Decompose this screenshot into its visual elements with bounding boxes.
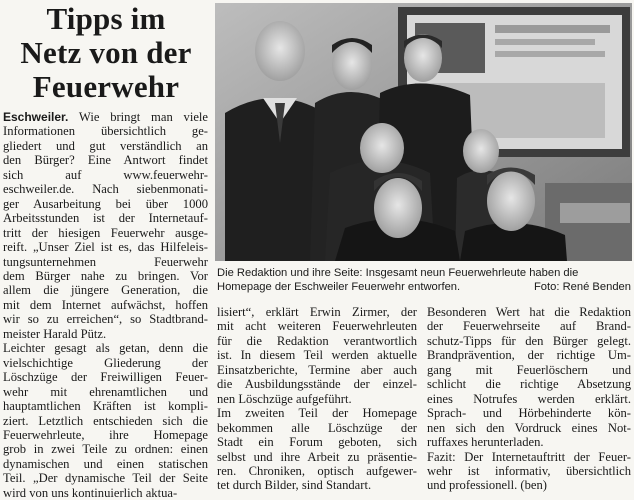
text-line: die Ausbildungsstände der einzel- (217, 377, 417, 392)
text-line: grob in zwei Teile zu ordnen: einen (3, 442, 208, 457)
text-line: Feuerwehrleute, ihre Homepage (3, 427, 208, 442)
text-line: allem die jüngere Generation, die (3, 283, 208, 298)
text-line: lisiert“, erklärt Erwin Zirmer, der (217, 305, 417, 319)
text-line: schlicht die richtige Absetzung (427, 377, 631, 392)
text-line: für die Redaktion verantwortlich (217, 333, 417, 348)
text-line: wehr ist informativ, übersichtlich (427, 463, 631, 478)
text-line: den Bürger? Eine Antwort findet (3, 153, 208, 168)
text-line: gang mit Feuerlöschern und (427, 362, 631, 377)
article-column-2 (217, 305, 417, 493)
headline-line-3: Feuerwehr (32, 69, 180, 104)
text-line: vielschichtige Gliederung der (3, 355, 208, 370)
text-line: wird von uns kontinuierlich aktua- (3, 485, 178, 500)
article-column-1 (3, 110, 208, 500)
text-line-rest: Wie bringt man viele (68, 110, 208, 124)
text-line: Löschzüge der Freiwilligen Feuer- (3, 370, 208, 385)
photo-caption (217, 266, 631, 294)
text-line: ren. Chroniken, optisch aufgewer- (217, 463, 417, 478)
text-line: Stadt ein Forum geboten, sich (217, 435, 417, 450)
text-line: mit dem Internet aufwächst, hoffen (3, 297, 208, 312)
text-line: ruffaxes herunterladen. (427, 435, 544, 450)
text-line: sich auf www.feuerwehr- (3, 167, 208, 182)
text-line: wir so zu erreichen“, so Stadtbrand- (3, 312, 208, 327)
text-line: Sprach- und Hörbehinderte kön- (427, 406, 631, 421)
group-photo (215, 3, 632, 261)
text-line: Fazit: Der Internetauftritt der Feuer- (427, 449, 631, 464)
text-line: Besonderen Wert hat die Redaktion (427, 305, 631, 319)
text-line: hauptamtlichen Kräften ist kompli- (3, 399, 208, 414)
text-line: meister Harald Pütz. (3, 326, 107, 341)
text-line: Arbeitsstunden ist der Internetauf- (3, 211, 208, 226)
text-line: ist. In diesem Teil werden aktuelle (217, 348, 417, 363)
text-line: ger Ausarbeitung bei über 1000 (3, 196, 208, 211)
text-line: dynamischen und einen statischen (3, 456, 208, 471)
text-line: nen sich den Vordruck eines Not- (427, 420, 631, 435)
text-line: tungsunternehmen Feuerwehr (3, 254, 208, 269)
text-line: Einsatzberichte, Termine aber auch (217, 362, 417, 377)
text-line: reift. „Unser Ziel ist es, das Hilfeleis- (3, 240, 208, 255)
headline-line-2: Netz von der (20, 35, 192, 70)
text-line: eschweiler.de. Nach siebenmonati- (3, 182, 208, 197)
text-line: Teil. „Der dynamische Teil der Seite (3, 471, 208, 486)
text-line: Brandprävention, der richtige Um- (427, 348, 631, 363)
text-line: Informationen übersichtlich ge- (3, 124, 208, 139)
text-line (3, 110, 208, 124)
text-line: bekommen alle Löschzüge der (217, 420, 417, 435)
text-line: der Feuerwehrseite auf Brand- (427, 319, 631, 334)
text-line: mit acht weiteren Feuerwehrleuten (217, 319, 417, 334)
article-column-3 (427, 305, 631, 493)
text-line: tet durch Bilder, sind Standart. (217, 478, 372, 493)
text-line: und professionell. (ben) (427, 478, 547, 493)
text-line: eines Notrufes werden erklärt. (427, 391, 631, 406)
photo-credit: Foto: René Benden (533, 281, 631, 293)
caption-text: Die Redaktion und ihre Seite: Insgesamt neun Feuerwehrleute haben die Homepage der Eschweiler Feuerwehr entworfen. (217, 267, 579, 293)
text-line: Leichter gesagt als getan, denn die (3, 341, 208, 356)
text-line: gliedert und gut verständlich an (3, 138, 208, 153)
text-line: tritt der hiesigen Feuerwehr ausge- (3, 225, 208, 240)
text-line: ziert. Letztlich entschieden sich die (3, 413, 208, 428)
text-line: schutz-Tipps für den Bürger gelegt. (427, 333, 631, 348)
dateline: Eschweiler. (3, 110, 69, 124)
headline-line-1: Tipps im (46, 1, 166, 36)
text-line: wehr mit ehrenamtlichen und (3, 384, 208, 399)
article-headline (0, 2, 212, 104)
text-line: Im zweiten Teil der Homepage (217, 406, 417, 421)
text-line: dem Bürger nahe zu bringen. Vor (3, 268, 208, 283)
text-line: nen Löschzüge aufgeführt. (217, 391, 352, 406)
text-line: selbst und ihre Arbeit zu präsentie- (217, 449, 417, 464)
